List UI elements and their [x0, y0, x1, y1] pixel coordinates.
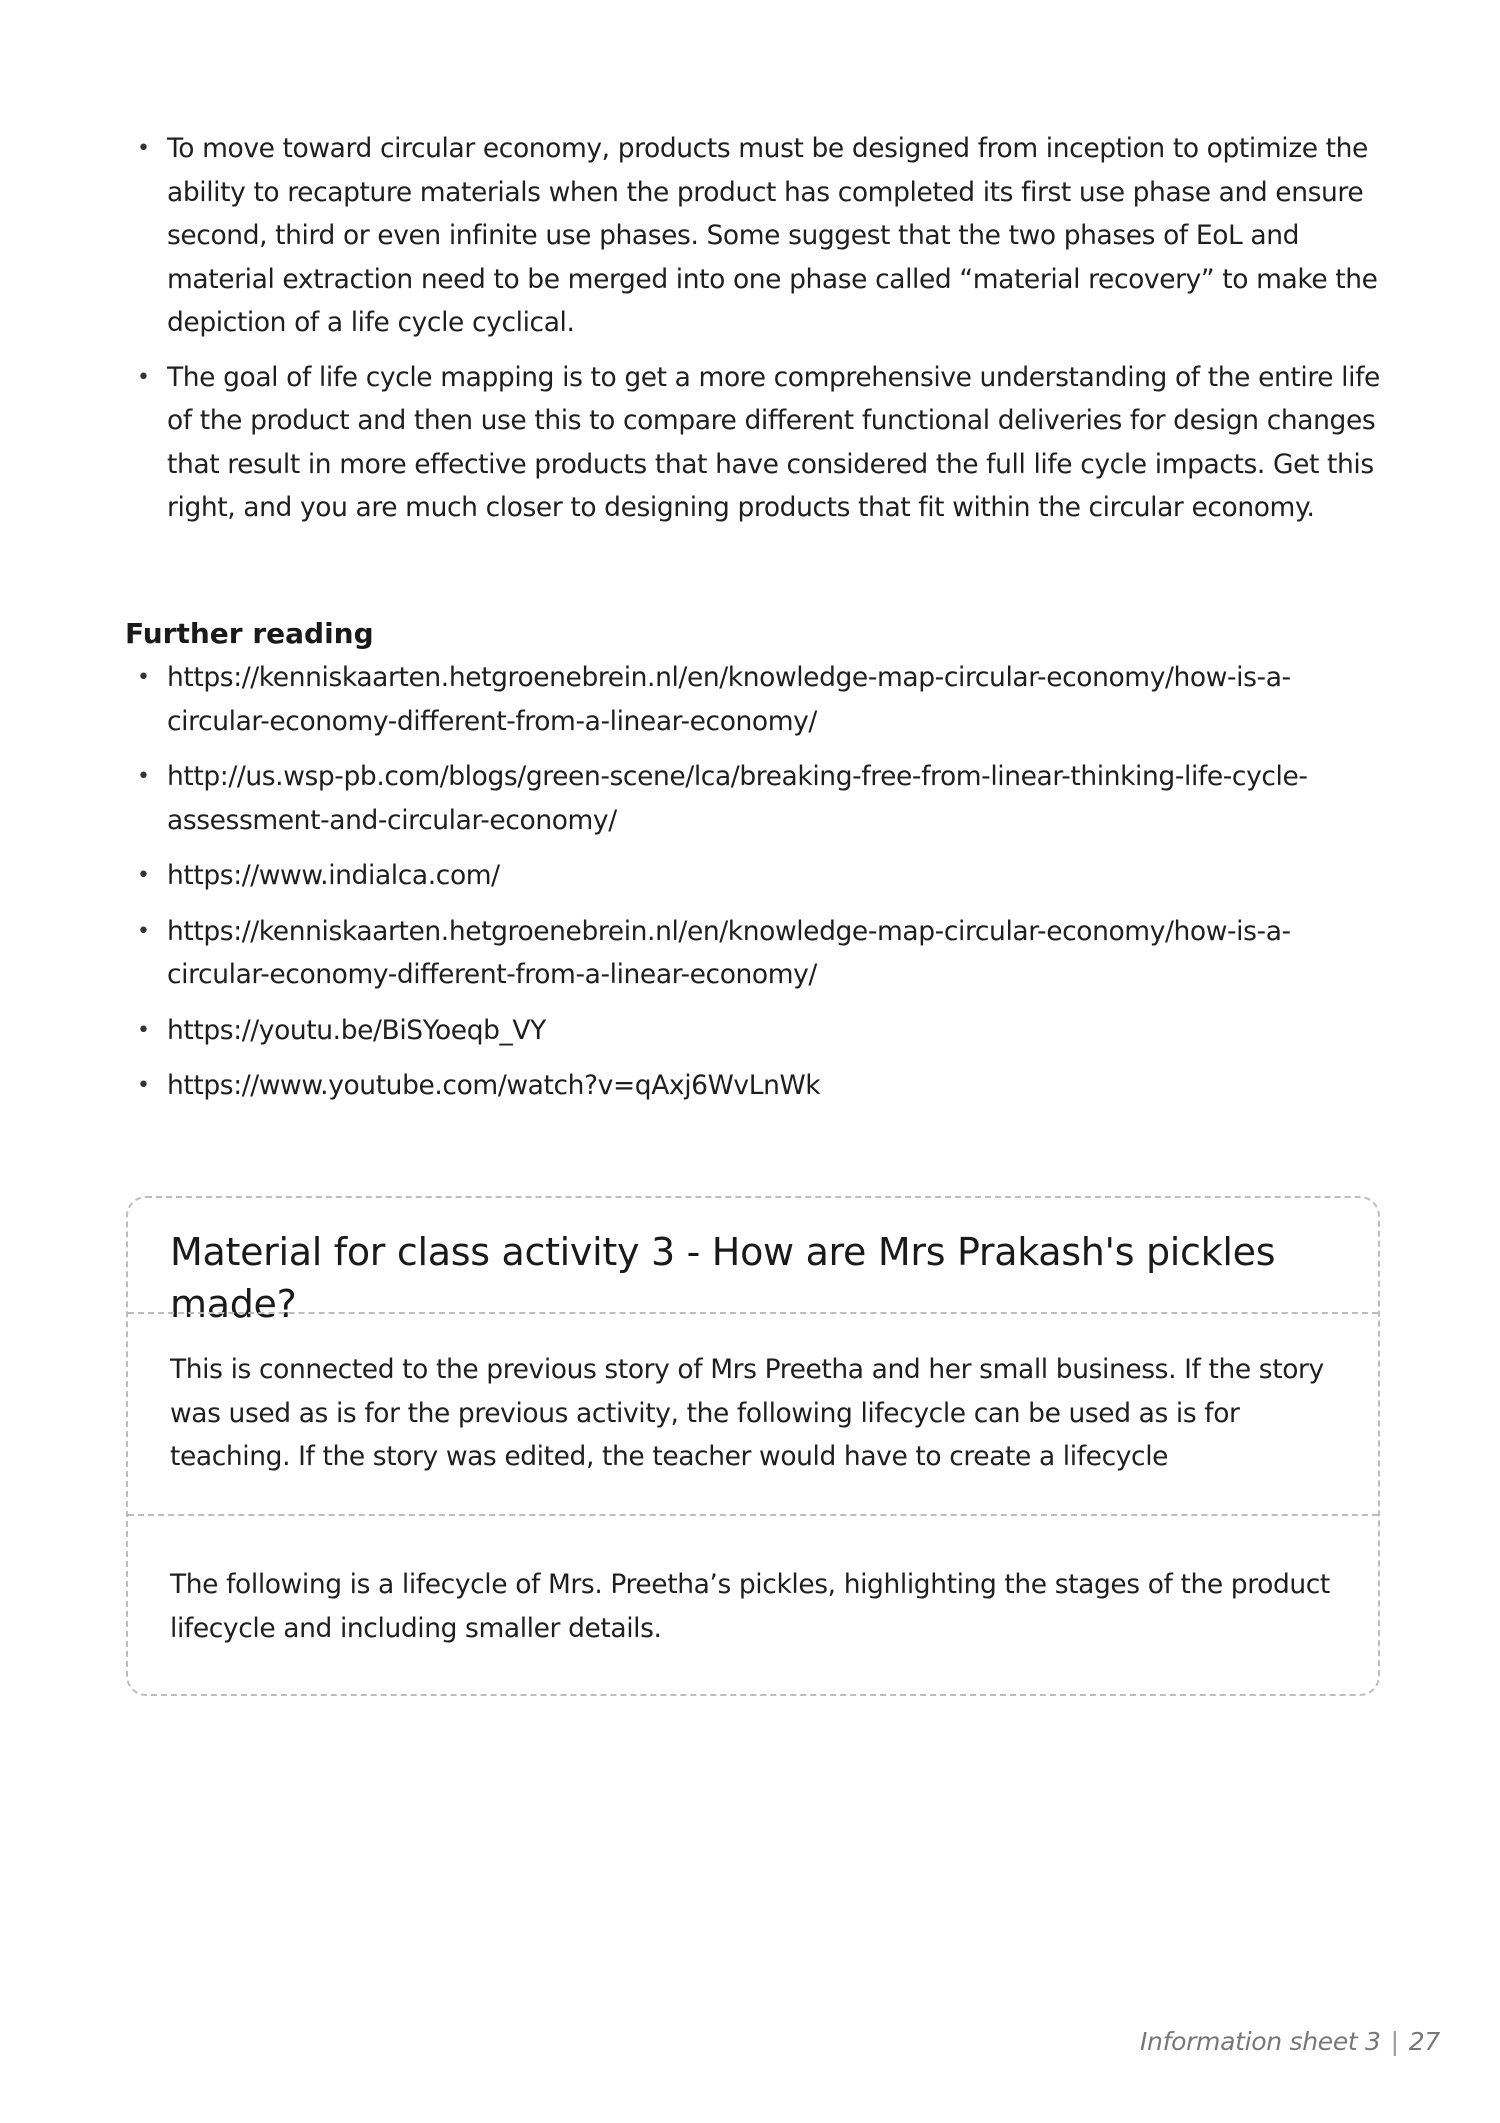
bullet-icon: • — [137, 764, 150, 789]
bullet-icon: • — [137, 364, 150, 390]
list-item — [125, 127, 1385, 345]
further-reading-heading: Further reading — [125, 617, 374, 650]
dashed-divider — [128, 1514, 1378, 1516]
bullet-text: The goal of life cycle mapping is to get a more comprehensive understanding of the entire life of the product and then use this to compare different functional deliveries for design changes that result in more effective products that have considered the full life cycle impacts. Get this right, and you are much closer to designing products that fit within the circular economy. — [167, 361, 1380, 523]
dashed-divider — [128, 1312, 1378, 1314]
reading-link[interactable]: https://kenniskaarten.hetgroenebrein.nl/en/knowledge-map-circular-economy/how-is-a-circular-economy-different-from-a-linear-economy/ — [167, 915, 1291, 990]
reading-link[interactable]: https://kenniskaarten.hetgroenebrein.nl/en/knowledge-map-circular-economy/how-is-a-circular-economy-different-from-a-linear-economy/ — [167, 662, 1291, 737]
reading-link-item[interactable] — [125, 910, 1385, 997]
further-reading-list — [125, 656, 1385, 1120]
bullet-icon: • — [137, 1073, 150, 1098]
bullet-icon: • — [137, 136, 150, 161]
list-item — [125, 356, 1385, 530]
class-activity-box — [126, 1196, 1380, 1696]
bullet-icon: • — [137, 863, 150, 888]
bullet-text: To move toward circular economy, products must be designed from inception to optimize the ability to recapture materials when the product has completed its first use phase and ensure second, third or even infinite use phases. Some suggest that the two phases of EoL and material extraction need to be merged into one phase called “material recovery” to make the depiction of a life cycle cyclical. — [167, 133, 1378, 338]
reading-link-item[interactable] — [125, 656, 1385, 743]
bullet-icon: • — [137, 665, 150, 690]
bullet-icon: • — [137, 1017, 150, 1043]
footer-section-label: Information sheet 3 — [1139, 2027, 1381, 2056]
reading-link-item[interactable] — [125, 1009, 1385, 1053]
page-footer — [1140, 2027, 1440, 2056]
page-number: 27 — [1408, 2027, 1440, 2056]
footer-separator: | — [1390, 2027, 1399, 2056]
reading-link-item[interactable] — [125, 854, 1385, 898]
bullet-icon: • — [137, 918, 150, 944]
reading-link[interactable]: https://www.indialca.com/ — [167, 860, 500, 891]
activity-paragraph: This is connected to the previous story of Mrs Preetha and her small business. If the story was used as is for the previous activity, the following lifecycle can be used as is for teaching. If the story was edited, the teacher would have to create a lifecycle — [170, 1354, 1324, 1472]
reading-link-item[interactable] — [125, 1064, 1385, 1108]
reading-link-item[interactable] — [125, 755, 1385, 842]
activity-paragraph: The following is a lifecycle of Mrs. Preetha’s pickles, highlighting the stages of the product lifecycle and including smaller details. — [170, 1569, 1330, 1644]
intro-bullet-list — [125, 127, 1385, 541]
reading-link[interactable]: http://us.wsp-pb.com/blogs/green-scene/lca/breaking-free-from-linear-thinking-life-cycle-assessment-and-circular-economy/ — [167, 761, 1308, 836]
reading-link[interactable]: https://youtu.be/BiSYoeqb_VY — [167, 1014, 546, 1046]
activity-title: Material for class activity 3 - How are Mrs Prakash's pickles made? — [170, 1230, 1276, 1326]
reading-link[interactable]: https://www.youtube.com/watch?v=qAxj6WvLnWk — [167, 1070, 821, 1101]
